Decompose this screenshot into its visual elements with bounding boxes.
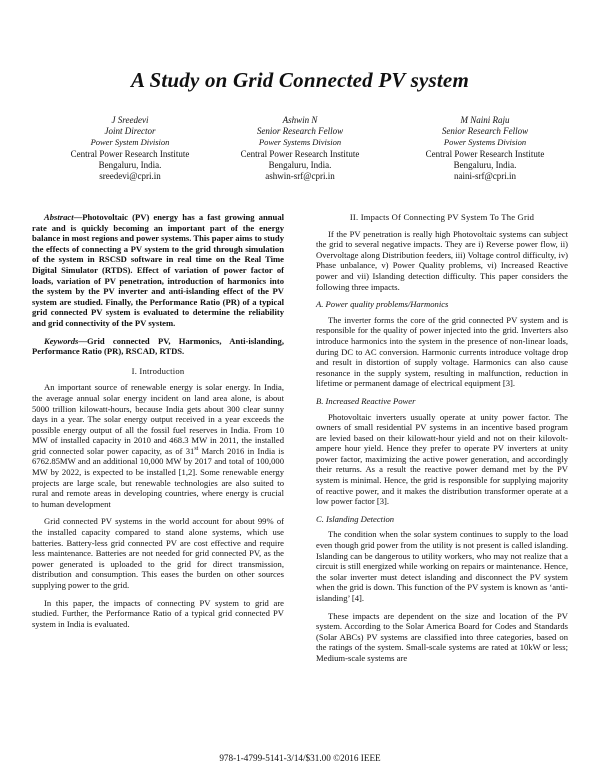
author-email: sreedevi@cpri.in — [99, 171, 161, 182]
section-heading-introduction: I. Introduction — [131, 365, 185, 376]
impacts-paragraph-a: The inverter forms the core of the grid connected PV system and is responsible for the quality of power injected into the grid. Inverters also introduce harmonics into the system in the presence of non-linear loads, during DC to AC conversion. Harmonic currents introduce voltage drop and result in distortion of supply voltage. Harmonics can also cause resonance in the supply system, resulting in malfunction, reduction in lifetime or permanent damage of electrical equipment [3]. — [316, 314, 568, 389]
abstract-label: Abstract — [44, 212, 74, 222]
impacts-paragraph-c: The condition when the solar system continues to supply to the load even though grid power from the utility is not present is called islanding. Islanding can be dangerous to utility workers, who may not realize that a circuit is still energized while working on repairs or maintenance. Hence, the solar inverter must detect islanding and disconnect the PV system when the grid is down. This function of the PV system is known as ‘anti-islanding’ [4]. — [316, 529, 568, 603]
impacts-paragraph-b: Photovoltaic inverters usually operate at unity power factor. The owners of small residential PV systems in an incentive based program are levied based on their kilowatt-hour yield and not on their kilovolt-ampere hour yield. Hence they prefer to operate PV inverters at unity power factor, maximizing the active power generation, and accordingly their returns. As a result the reactive power demand met by the PV system is minimal. Hence, the grid is responsible for supplying majority of reactive power, and it makes the distribution transformer operate at a low power factor [3]. — [316, 411, 568, 507]
subsection-heading-c: C. Islanding Detection — [316, 513, 395, 524]
author-city: Bengaluru, India. — [98, 159, 162, 170]
author-block-3 — [385, 115, 585, 182]
author-division: Power Systems Division — [443, 137, 527, 148]
author-city: Bengaluru, India. — [453, 159, 517, 170]
author-email: ashwin-srf@cpri.in — [265, 171, 335, 182]
keywords-text: —Grid connected PV, Harmonics, Anti-islanding, Performance Ratio (PR), RSCAD, RTDS. — [32, 335, 284, 357]
author-position: Joint Director — [104, 126, 156, 137]
subsection-heading-a: A. Power quality problems/Harmonics — [316, 299, 449, 310]
author-position: Senior Research Fellow — [441, 126, 529, 137]
abstract-text: —Photovoltaic (PV) energy has a fast growing annual rate and is quickly becoming an important part of the energy balance in most regions and power systems. This paper aims to study the effects of connecting a PV system to the grid through simulation of the system in RSCSD software in real time on the Real Time Digital Simulator (RTDS). Effect of variation of power factor of loads, variation of PV penetration, introduction of harmonics into the system by the PV inverter and anti-islanding effect of the PV system are studied. Finally, the Performance Ratio (PR) of a typical grid connected PV system is evaluated to determine the reliability and grid connectivity of the PV system. — [32, 212, 284, 328]
section-heading-impacts: II. Impacts Of Connecting PV System To The Grid — [349, 212, 535, 222]
keywords-label: Keywords — [44, 335, 79, 346]
keywords — [32, 336, 284, 357]
subsection-heading-b: B. Increased Reactive Power — [316, 395, 416, 406]
abstract — [32, 212, 284, 329]
author-name: J Sreedevi — [111, 115, 149, 125]
impacts-paragraph-1: If the PV penetration is really high Photovoltaic systems can subject the grid to several negative impacts. They are i) Reverse power flow, ii) Overvoltage along Distribution feeders, iii) Voltage control difficulty, iv) Phase unbalance, v) Power Quality problems, vi) Increased Reactive power and vii) Islanding detection difficulty. This paper considers the following three impacts. — [316, 228, 568, 292]
intro-p1-part-a: An important source of renewable energy is solar energy. In India, the average annual solar energy incident on land area alone, is about 5000 trillion kilowatt-hours, because India gets about 300 clear sunny days in a year. The solar energy output received in a year exceeds the possible energy output of all the fossil fuel reserves in India. From 10 MW of installed capacity in 2010 and 468.3 MW in 2011, the installed grid connected solar power capacity, as of 31 — [32, 382, 284, 456]
right-column — [316, 212, 568, 671]
author-block-2 — [200, 115, 400, 182]
copyright-footer: 978-1-4799-5141-3/14/$31.00 ©2016 IEEE — [219, 753, 381, 763]
author-email: naini-srf@cpri.in — [453, 171, 517, 182]
left-column — [32, 212, 284, 636]
author-name: M Naini Raju — [460, 115, 510, 125]
author-institute: Central Power Research Institute — [70, 148, 190, 159]
author-division: Power Systems Division — [258, 137, 342, 148]
author-position: Senior Research Fellow — [256, 126, 344, 137]
paper-title: A Study on Grid Connected PV system — [131, 68, 469, 92]
intro-paragraph-1 — [32, 382, 284, 509]
impacts-paragraph-d: These impacts are dependent on the size and location of the PV system. According to the Solar America Board for Codes and Standards (Solar ABCs) PV systems are classified into three categories, based on the ratings of the system. Small-scale systems are rated at 10kW or less; Medium-scale systems are — [316, 610, 568, 663]
author-institute: Central Power Research Institute — [425, 148, 545, 159]
intro-p1-part-b: March 2016 in India is 6762.85MW and an additional 10,000 MW by 2017 and total of 100,000 MW by 2022, is expected to be installed [1,2]. Some renewable energy projects are large scale, but renewable technologies are also suited to rural and remote areas in developing countries, where energy is crucial to human development — [32, 445, 284, 509]
intro-paragraph-3: In this paper, the impacts of connecting PV system to grid are studied. Further, the Performance Ratio of a typical grid connected PV system in India is evaluated. — [32, 597, 284, 629]
author-division: Power System Division — [90, 137, 170, 148]
intro-p1-superscript: st — [194, 446, 199, 453]
intro-paragraph-2: Grid connected PV systems in the world account for about 99% of the installed capacity compared to stand alone systems, which use batteries. Battery-less grid connected PV are cost effective and require less maintenance. Batteries are not needed for grid connected PV, as the power generated is uploaded to the grid for direct transmission, distribution and consumption. This eases the burden on other sources supplying power to the grid. — [32, 516, 284, 590]
author-city: Bengaluru, India. — [268, 159, 332, 170]
author-institute: Central Power Research Institute — [240, 148, 360, 159]
author-name: Ashwin N — [282, 115, 318, 125]
